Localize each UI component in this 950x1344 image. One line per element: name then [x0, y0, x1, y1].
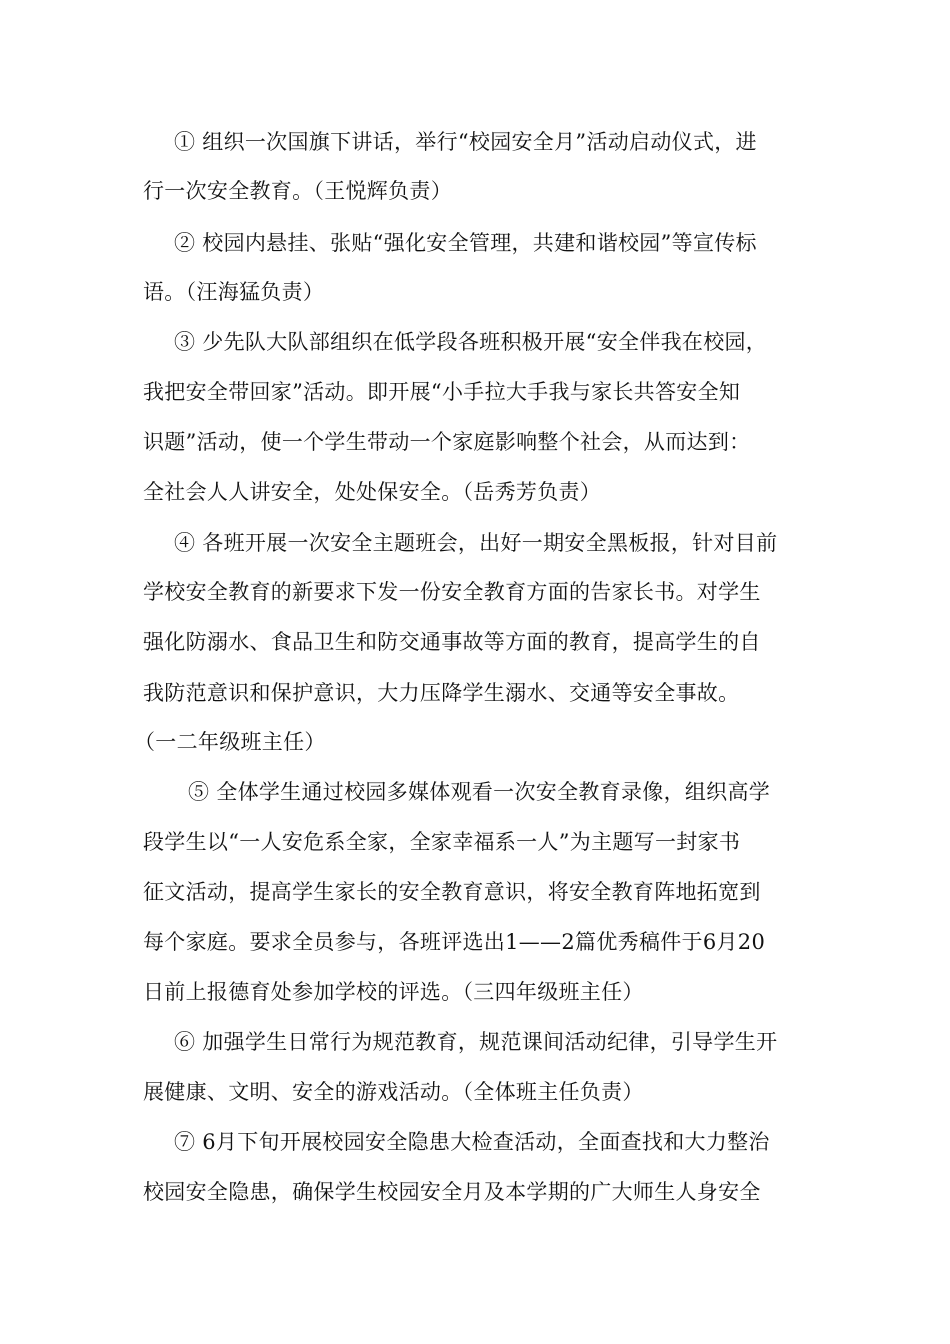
text-line: 征文活动，提高学生家长的安全教育意识，将安全教育阵地拓宽到 [143, 880, 761, 904]
text-line: ⑤ 全体学生通过校园多媒体观看一次安全教育录像，组织高学 [188, 780, 771, 804]
text-line: 我防范意识和保护意识，大力压降学生溺水、交通等安全事故。 [143, 681, 740, 705]
text-line: 每个家庭。要求全员参与，各班评选出1——2篇优秀稿件于6月20 [143, 930, 766, 954]
text-line: 展健康、文明、安全的游戏活动。（全体班主任负责） [143, 1080, 644, 1104]
text-line: 校园安全隐患，确保学生校园安全月及本学期的广大师生人身安全 [143, 1180, 761, 1204]
text-line: 行一次安全教育。（王悦辉负责） [143, 179, 452, 203]
text-line: ③ 少先队大队部组织在低学段各班积极开展“安全伴我在校园， [174, 330, 768, 354]
text-line: 我把安全带回家”活动。即开展“小手拉大手我与家长共答安全知 [143, 380, 741, 404]
text-line: ⑥ 加强学生日常行为规范教育，规范课间活动纪律，引导学生开 [174, 1030, 778, 1054]
text-line: （一二年级班主任） [134, 730, 326, 754]
text-line: 全社会人人讲安全，处处保安全。（岳秀芳负责） [143, 480, 602, 504]
text-line: 段学生以“一人安危系全家，全家幸福系一人”为主题写一封家书 [143, 830, 741, 854]
text-line: 强化防溺水、食品卫生和防交通事故等方面的教育，提高学生的自 [143, 630, 761, 654]
text-line: ⑦ 6月下旬开展校园安全隐患大检查活动，全面查找和大力整治 [174, 1130, 770, 1154]
text-line: ① 组织一次国旗下讲话，举行“校园安全月”活动启动仪式，进 [174, 130, 757, 154]
text-line: 学校安全教育的新要求下发一份安全教育方面的告家长书。对学生 [143, 580, 761, 604]
text-line: ④ 各班开展一次安全主题班会，出好一期安全黑板报，针对目前 [174, 531, 778, 555]
text-line: ② 校园内悬挂、张贴“强化安全管理，共建和谐校园”等宣传标 [174, 231, 757, 255]
text-line: 日前上报德育处参加学校的评选。（三四年级班主任） [143, 980, 644, 1004]
text-line: 语。（汪海猛负责） [143, 280, 325, 304]
text-line: 识题”活动，使一个学生带动一个家庭影响整个社会，从而达到： [143, 430, 751, 454]
